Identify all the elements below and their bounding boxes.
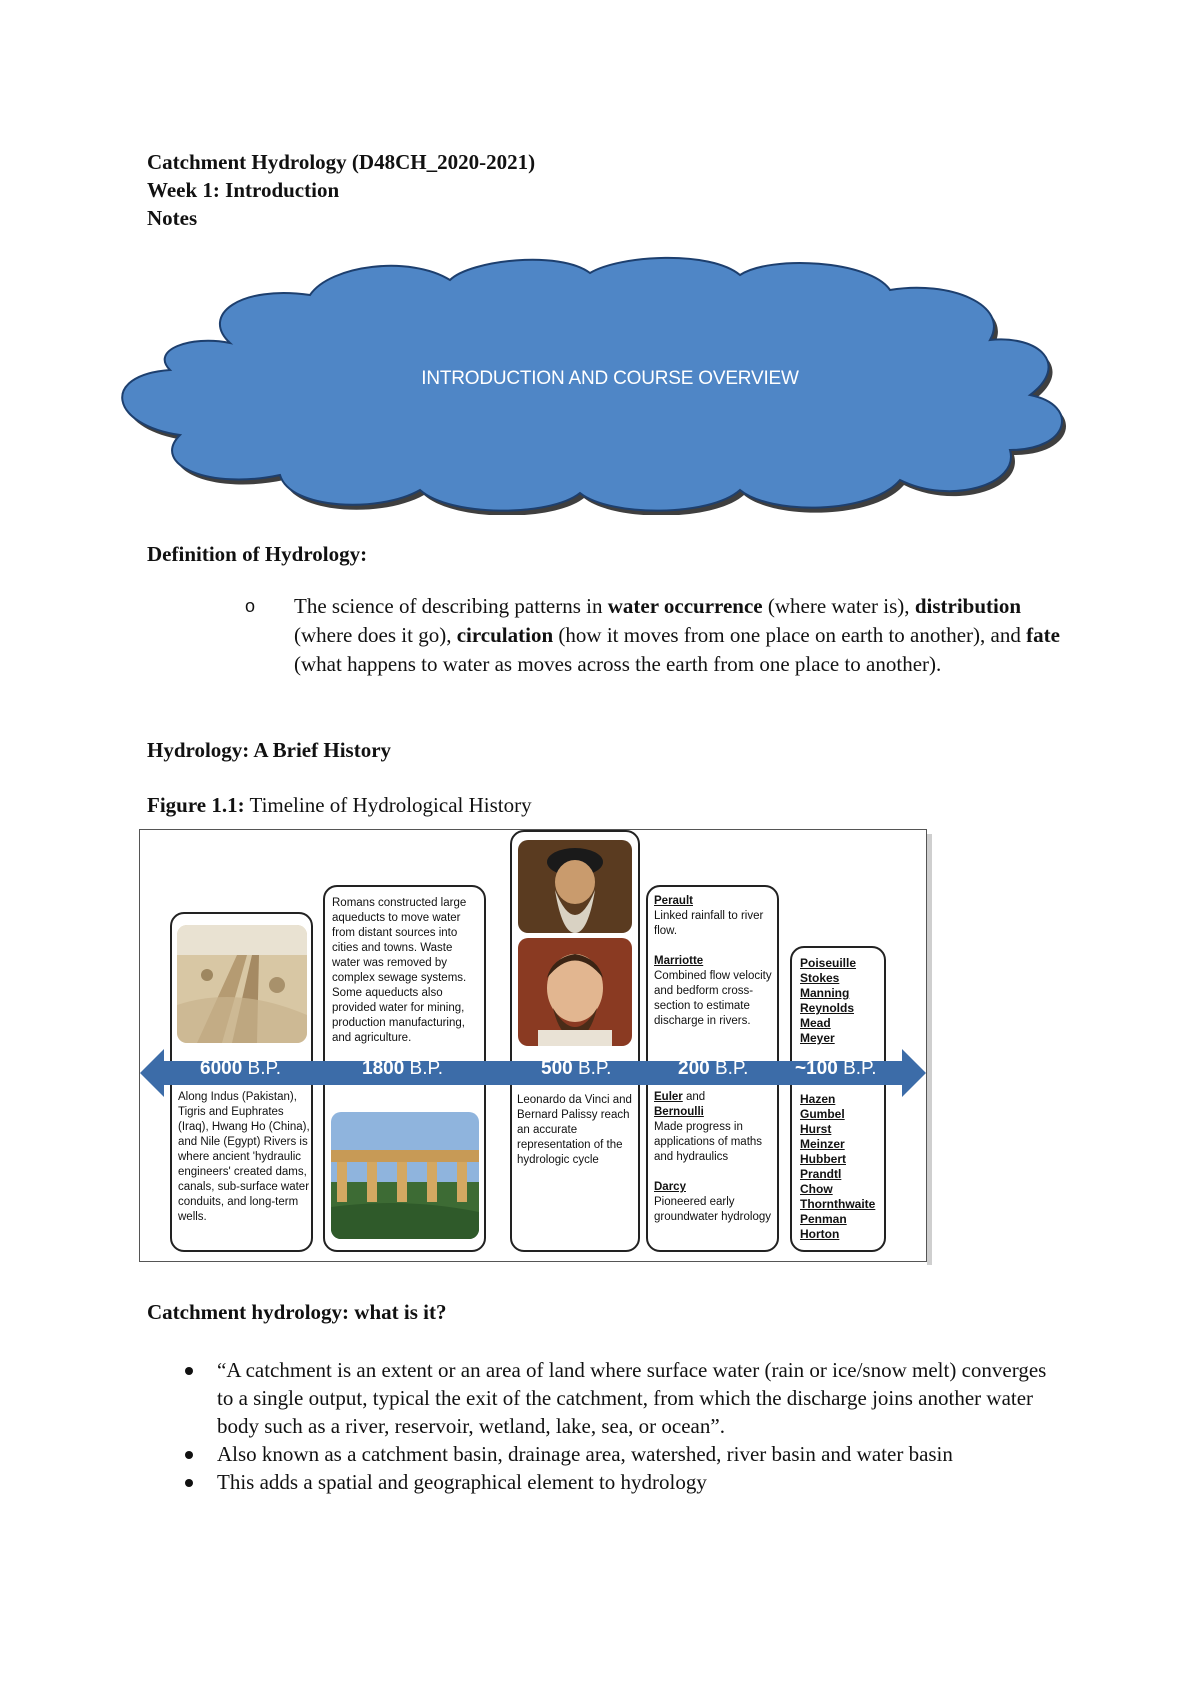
text-run: (how it moves from one place on earth to another), and xyxy=(553,623,1027,647)
scientist-name: Hurst xyxy=(800,1122,832,1136)
scientist-name: Chow xyxy=(800,1182,833,1196)
scientist-bernoulli: Bernoulli xyxy=(654,1106,704,1118)
scientist-perault: Perault xyxy=(654,895,693,907)
euler-bernoulli-desc: Made progress in applications of maths and hydraulics xyxy=(654,1121,763,1163)
scientist-name: Horton xyxy=(800,1227,840,1241)
scientist-name: Gumbel xyxy=(800,1107,845,1121)
scientist-name: Hubbert xyxy=(800,1152,846,1166)
era-100-bottom-list xyxy=(800,1092,888,1242)
era-100-top-list xyxy=(800,956,888,1046)
indus-ruins-image xyxy=(177,925,307,1043)
era-200-top xyxy=(654,894,776,1029)
scientist-name: Penman xyxy=(800,1212,847,1226)
scientist-name: Poiseuille xyxy=(800,956,857,970)
scientist-name: Mead xyxy=(800,1016,831,1030)
figure-caption-text: Timeline of Hydrological History xyxy=(244,793,532,817)
text-run: The science of describing patterns in xyxy=(294,594,608,618)
scientist-name: Hazen xyxy=(800,1092,836,1106)
scientist-darcy: Darcy xyxy=(654,1181,686,1193)
era-number: 500 xyxy=(541,1058,573,1079)
text-run: (where does it go), xyxy=(294,623,457,647)
cloud-banner xyxy=(110,255,1110,515)
catchment-bullet-list xyxy=(185,1356,1065,1496)
era-label-200 xyxy=(678,1058,748,1080)
aqueduct-image xyxy=(331,1112,479,1239)
scientist-name: Manning xyxy=(800,986,850,1000)
list-item xyxy=(185,1356,1065,1440)
era-6000-text: Along Indus (Pakistan), Tigris and Euphrates (Iraq), Hwang Ho (China), and Nile (Egypt) Rivers is where ancient 'hydraulic engineers' created dams, canals, sub-surface water conduits, and long-term wells. xyxy=(178,1091,310,1223)
era-1800-text: Romans constructed large aqueducts to move water from distant sources into cities and towns. Waste water was removed by complex sewage systems. Some aqueducts also provided water for mining, production manufacturing, and agriculture. xyxy=(332,897,467,1044)
scientist-name: Meyer xyxy=(800,1031,835,1045)
course-title: Catchment Hydrology (D48CH_2020-2021) xyxy=(147,150,536,174)
era-unit: B.P. xyxy=(709,1058,749,1079)
term-fate: fate xyxy=(1026,623,1060,647)
era-number: 6000 xyxy=(200,1058,243,1079)
bullet-dot xyxy=(185,1367,193,1375)
era-label-100 xyxy=(795,1058,877,1080)
scientist-marriotte: Marriotte xyxy=(654,955,704,967)
era-500-text: Leonardo da Vinci and Bernard Palissy reach an accurate representation of the hydrologic cycle xyxy=(517,1094,632,1166)
era-number: ~100 xyxy=(795,1058,838,1079)
era-200-bottom xyxy=(654,1090,776,1225)
figure-caption xyxy=(147,793,532,818)
era-number: 1800 xyxy=(362,1058,405,1079)
figure-shadow xyxy=(927,834,932,1265)
notes-label: Notes xyxy=(147,206,198,230)
timeline-figure xyxy=(139,829,927,1262)
era-unit: B.P. xyxy=(572,1058,612,1079)
text-run: (where water is), xyxy=(762,594,915,618)
era-unit: B.P. xyxy=(837,1058,877,1079)
bullet-text: This adds a spatial and geographical element to hydrology xyxy=(217,1470,707,1494)
definition-item xyxy=(245,592,1068,679)
bullet-text: Also known as a catchment basin, drainage area, watershed, river basin and water basin xyxy=(217,1442,953,1466)
list-item xyxy=(185,1468,1065,1496)
document-header xyxy=(147,148,535,232)
week-title: Week 1: Introduction xyxy=(147,178,340,202)
list-marker: o xyxy=(245,596,256,616)
scientist-name: Prandtl xyxy=(800,1167,842,1181)
darcy-desc: Pioneered early groundwater hydrology xyxy=(654,1196,771,1223)
bullet-dot xyxy=(185,1479,193,1487)
catchment-heading: Catchment hydrology: what is it? xyxy=(147,1300,447,1324)
bullet-dot xyxy=(185,1451,193,1459)
figure-label: Figure 1.1: xyxy=(147,793,245,817)
term-water-occurrence: water occurrence xyxy=(607,594,763,618)
history-heading: Hydrology: A Brief History xyxy=(147,738,392,762)
era-label-1800 xyxy=(362,1058,443,1080)
term-circulation: circulation xyxy=(456,623,554,647)
scientist-name: Thornthwaite xyxy=(800,1197,876,1211)
bullet-text: “A catchment is an extent or an area of land where surface water (rain or ice/snow melt) converges to a single output, typical the exit of the catchment, from which the discharge joins another water body such as a river, reservoir, wetland, lake, sea, or ocean”. xyxy=(217,1358,1047,1438)
era-unit: B.P. xyxy=(404,1058,444,1079)
definition-heading: Definition of Hydrology: xyxy=(147,542,368,566)
da-vinci-portrait xyxy=(518,840,632,933)
definition-text xyxy=(294,592,1068,679)
list-item xyxy=(185,1440,1065,1468)
era-label-500 xyxy=(541,1058,611,1080)
perault-desc: Linked rainfall to river flow. xyxy=(654,910,764,937)
marriotte-desc: Combined flow velocity and bedform cross-section to estimate discharge in rivers. xyxy=(654,970,772,1027)
era-number: 200 xyxy=(678,1058,710,1079)
scientist-name: Stokes xyxy=(800,971,840,985)
palissy-portrait xyxy=(518,938,632,1046)
scientist-euler: Euler xyxy=(654,1091,683,1103)
term-distribution: distribution xyxy=(914,594,1022,618)
era-label-6000 xyxy=(200,1058,281,1080)
text-run: (what happens to water as moves across the earth from one place to another). xyxy=(294,652,942,676)
banner-title: INTRODUCTION AND COURSE OVERVIEW xyxy=(421,368,799,389)
era-unit: B.P. xyxy=(242,1058,282,1079)
scientist-name: Reynolds xyxy=(800,1001,855,1015)
and-text: and xyxy=(682,1091,706,1103)
scientist-name: Meinzer xyxy=(800,1137,845,1151)
